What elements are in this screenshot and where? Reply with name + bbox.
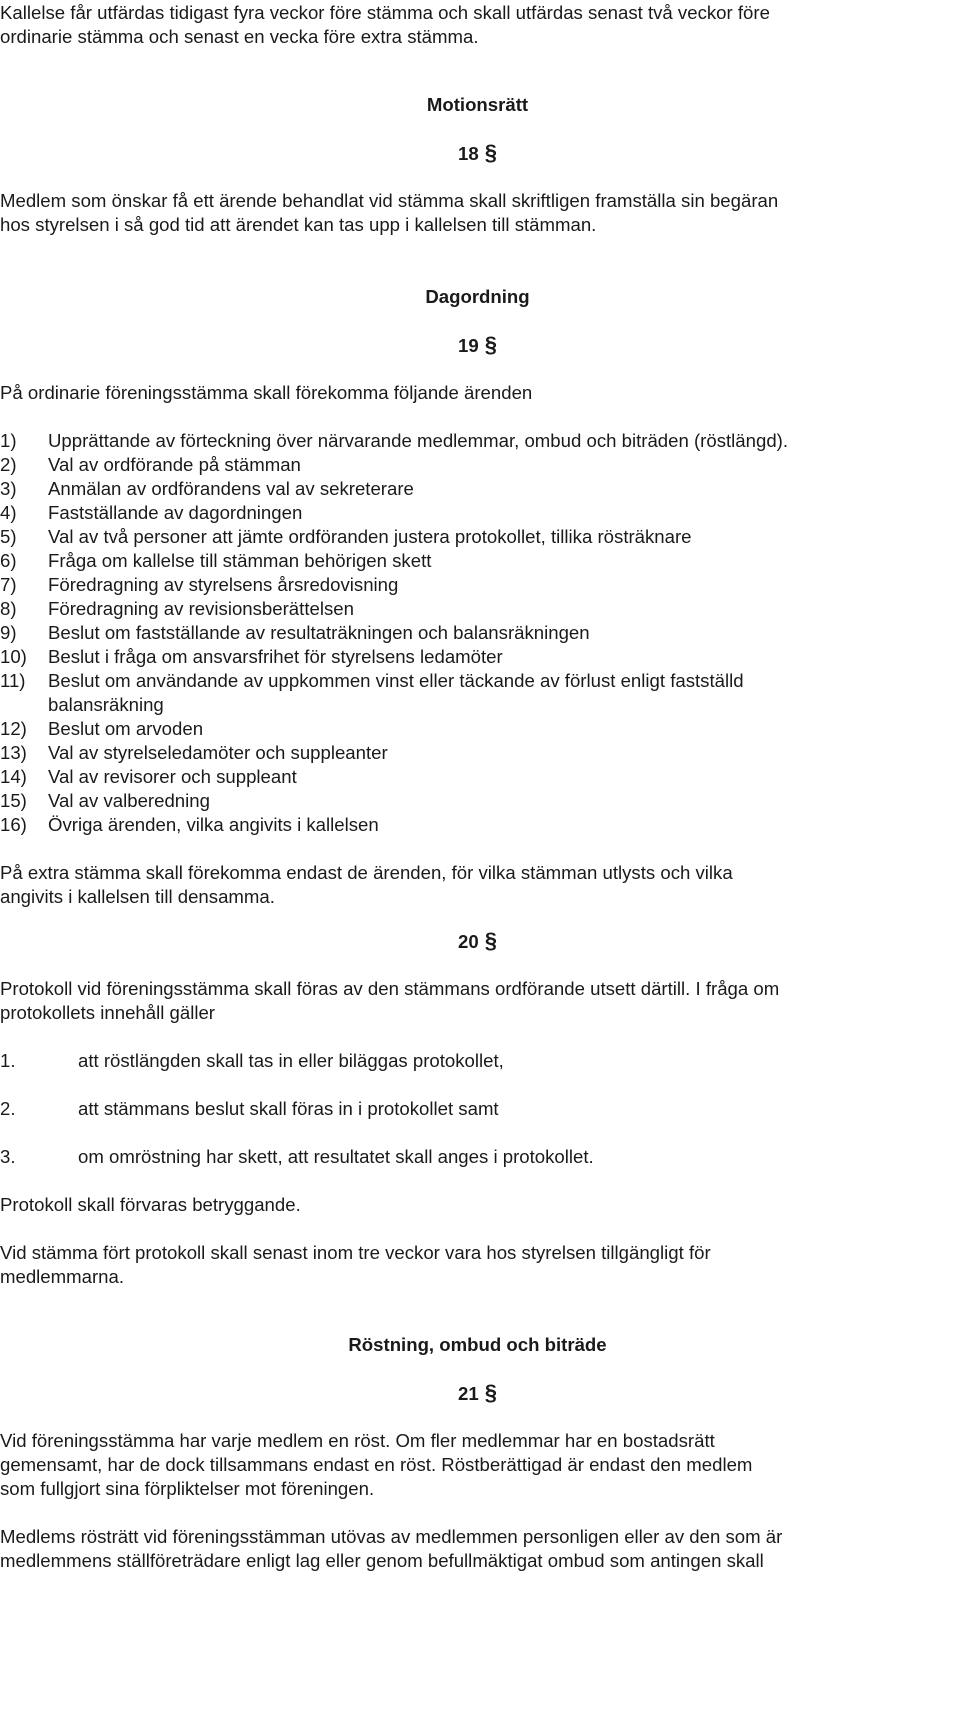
section-20-number xyxy=(0,928,955,954)
section-number: 19 xyxy=(458,335,479,356)
heading-motionsratt: Motionsrätt xyxy=(426,94,529,115)
s21-p1-line-3: som fullgjort sina förpliktelser mot föreningen. xyxy=(0,1478,375,1499)
section-symbol-icon: § xyxy=(484,140,497,165)
s20-keep: Protokoll skall förvaras betryggande. xyxy=(0,1194,301,1215)
intro-line-1: Kallelse får utfärdas tidigast fyra veckor före stämma och skall utfärdas senast två veckor före xyxy=(0,2,770,23)
section-18-number xyxy=(0,140,955,166)
intro-line-2: ordinarie stämma och senast en vecka före extra stämma. xyxy=(0,26,479,47)
section-number: 21 xyxy=(458,1383,479,1404)
s18-line-1: Medlem som önskar få ett ärende behandlat vid stämma skall skriftligen framställa sin begäran xyxy=(0,190,779,211)
section-symbol-icon: § xyxy=(484,1380,497,1405)
s19-extra-line-1: På extra stämma skall förekomma endast de ärenden, för vilka stämman utlysts och vilka xyxy=(0,862,733,883)
section-symbol-icon: § xyxy=(484,928,497,953)
s18-line-2: hos styrelsen i så god tid att ärendet kan tas upp i kallelsen till stämman. xyxy=(0,214,597,235)
s20-avail-line-1: Vid stämma fört protokoll skall senast inom tre veckor vara hos styrelsen tillgängligt för xyxy=(0,1242,711,1263)
s21-p2-line-2: medlemmens ställföreträdare enligt lag eller genom befullmäktigat ombud som antingen skall xyxy=(0,1550,764,1571)
s21-p2-line-1: Medlems rösträtt vid föreningsstämman utövas av medlemmen personligen eller av den som är xyxy=(0,1526,783,1547)
s20-line-2: protokollets innehåll gäller xyxy=(0,1002,215,1023)
s19-extra-line-2: angivits i kallelsen till densamma. xyxy=(0,886,275,907)
section-number: 20 xyxy=(458,931,479,952)
s21-p1-line-1: Vid föreningsstämma har varje medlem en röst. Om fler medlemmar har en bostadsrätt xyxy=(0,1430,715,1451)
s19-lead: På ordinarie föreningsstämma skall förekomma följande ärenden xyxy=(0,382,533,403)
s21-p1-line-2: gemensamt, har de dock tillsammans endast en röst. Röstberättigad är endast den medlem xyxy=(0,1454,753,1475)
section-19-number xyxy=(0,332,955,358)
section-symbol-icon: § xyxy=(484,332,497,357)
s20-line-1: Protokoll vid föreningsstämma skall föras av den stämmans ordförande utsett därtill. I fråga om xyxy=(0,978,780,999)
section-number: 18 xyxy=(458,143,479,164)
s20-avail-line-2: medlemmarna. xyxy=(0,1266,125,1287)
heading-rostning: Röstning, ombud och biträde xyxy=(348,1334,607,1355)
section-21-number xyxy=(0,1380,955,1406)
heading-dagordning: Dagordning xyxy=(425,286,530,307)
